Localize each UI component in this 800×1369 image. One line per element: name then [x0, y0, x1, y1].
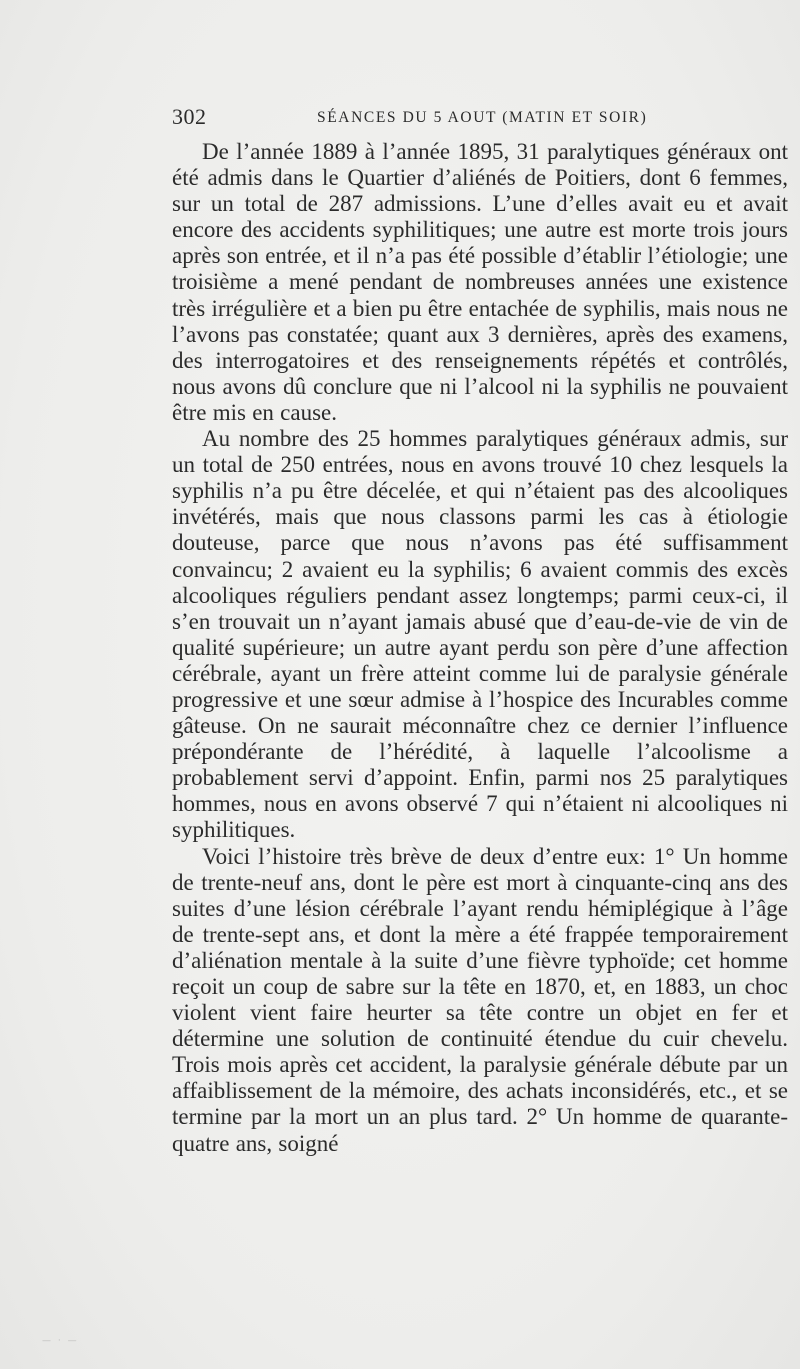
scan-margin-mark: — · — [42, 1336, 79, 1346]
page-number: 302 [172, 104, 207, 129]
running-head [172, 102, 648, 132]
paragraph-admissions-1889-1895: De l’année 1889 à l’année 1895, 31 paralytiques généraux ont été admis dans le Quartier d’aliénés de Poitiers, dont 6 femmes, sur un total de 287 admissions. L’une d’elles avait eu et avait encore des accidents syphilitiques; une autre est morte trois jours après son entrée, et il n’a pas été possible d’établir l’étiologie; une troisième a mené pendant de nombreuses années une existence très irrégulière et a bien pu être entachée de syphilis, mais nous ne l’avons pas constatée; quant aux 3 dernières, après des examens, des interrogatoires et des renseignements répétés et contrôlés, nous avons dû conclure que ni l’alcool ni la syphilis ne pouvaient être mis en cause. [172, 139, 788, 425]
running-title: SÉANCES DU 5 AOUT (MATIN ET SOIR) [317, 109, 648, 126]
body-text [172, 139, 788, 1157]
paragraph-male-paralytics: Au nombre des 25 hommes paralytiques généraux admis, sur un total de 250 entrées, nous en avons trouvé 10 chez lesquels la syphilis n’a pu être décelée, et qui n’étaient pas des alcooliques invétérés, mais que nous classons parmi les cas à étiologie douteuse, parce que nous n’avons pas été suffisamment convaincu; 2 avaient eu la syphilis; 6 avaient commis des excès alcooliques réguliers pendant assez longtemps; parmi ceux-ci, il s’en trouvait un n’ayant jamais abusé que d’eau-de-vie de vin de qualité supérieure; un autre ayant perdu son père d’une affection cérébrale, ayant un frère atteint comme lui de paralysie générale progressive et une sœur admise à l’hospice des Incurables comme gâteuse. On ne saurait méconnaître chez ce dernier l’influence prépondérante de l’hérédité, à laquelle l’alcoolisme a probablement servi d’appoint. Enfin, parmi nos 25 paralytiques hommes, nous en avons observé 7 qui n’étaient ni alcooliques ni syphilitiques. [172, 426, 788, 843]
paragraph-case-histories: Voici l’histoire très brève de deux d’entre eux: 1° Un homme de trente-neuf ans, dont le père est mort à cinquante-cinq ans des suites d’une lésion cérébrale l’ayant rendu hémiplégique à l’âge de trente-sept ans, et dont la mère a été frappée temporairement d’aliénation mentale à la suite d’une fièvre typhoïde; cet homme reçoit un coup de sabre sur la tête en 1870, et, en 1883, un choc violent vient faire heurter sa tête contre un objet en fer et détermine une solution de continuité étendue du cuir chevelu. Trois mois après cet accident, la paralysie générale débute par un affaiblissement de la mémoire, des achats inconsidérés, etc., et se termine par la mort un an plus tard. 2° Un homme de quarante-quatre ans, soigné [172, 843, 788, 1156]
